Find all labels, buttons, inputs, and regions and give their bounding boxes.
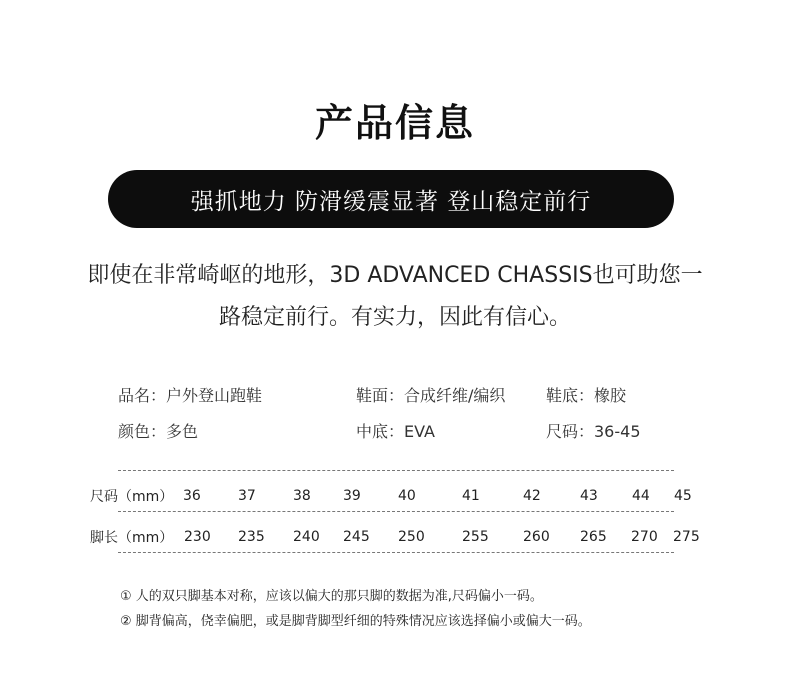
length-cell: 275 xyxy=(673,529,700,545)
length-cell: 265 xyxy=(580,529,607,545)
divider xyxy=(118,511,674,512)
length-cell: 245 xyxy=(343,529,370,545)
length-cell: 240 xyxy=(293,529,320,545)
info-sole: 鞋底：橡胶 xyxy=(546,386,627,405)
info-upper: 鞋面：合成纤维/编织 xyxy=(356,386,506,405)
size-cell: 38 xyxy=(293,488,311,504)
length-cell: 255 xyxy=(462,529,489,545)
length-cell: 260 xyxy=(523,529,550,545)
description-line-1: 即使在非常崎岖的地形，3D ADVANCED CHASSIS也可助您一 xyxy=(87,263,703,288)
size-cell: 42 xyxy=(523,488,541,504)
divider xyxy=(118,552,674,553)
size-cell: 43 xyxy=(580,488,598,504)
length-cell: 230 xyxy=(184,529,211,545)
length-cell: 270 xyxy=(631,529,658,545)
note-2: ② 脚背偏高，侥幸偏肥，或是脚背脚型纤细的特殊情况应该选择偏小或偏大一码。 xyxy=(120,614,591,629)
feature-banner: 强抓地力 防滑缓震显著 登山稳定前行 xyxy=(108,170,674,228)
note-1: ① 人的双只脚基本对称，应该以偏大的那只脚的数据为准,尺码偏小一码。 xyxy=(120,589,543,604)
foot-length-row-label: 脚长（mm） xyxy=(90,530,174,546)
size-cell: 36 xyxy=(183,488,201,504)
size-cell: 37 xyxy=(238,488,256,504)
size-cell: 40 xyxy=(398,488,416,504)
info-color: 颜色：多色 xyxy=(118,422,199,441)
size-cell: 39 xyxy=(343,488,361,504)
page-title: 产品信息 xyxy=(314,101,475,145)
size-cell: 44 xyxy=(632,488,650,504)
info-midsole: 中底：EVA xyxy=(356,422,435,441)
divider xyxy=(118,470,674,471)
description-line-2: 路稳定前行。有实力，因此有信心。 xyxy=(218,305,571,330)
length-cell: 235 xyxy=(238,529,265,545)
info-name: 品名：户外登山跑鞋 xyxy=(118,386,263,405)
size-cell: 41 xyxy=(462,488,480,504)
size-cell: 45 xyxy=(674,488,692,504)
length-cell: 250 xyxy=(398,529,425,545)
info-size: 尺码：36-45 xyxy=(546,422,641,441)
size-row-label: 尺码（mm） xyxy=(90,489,174,505)
